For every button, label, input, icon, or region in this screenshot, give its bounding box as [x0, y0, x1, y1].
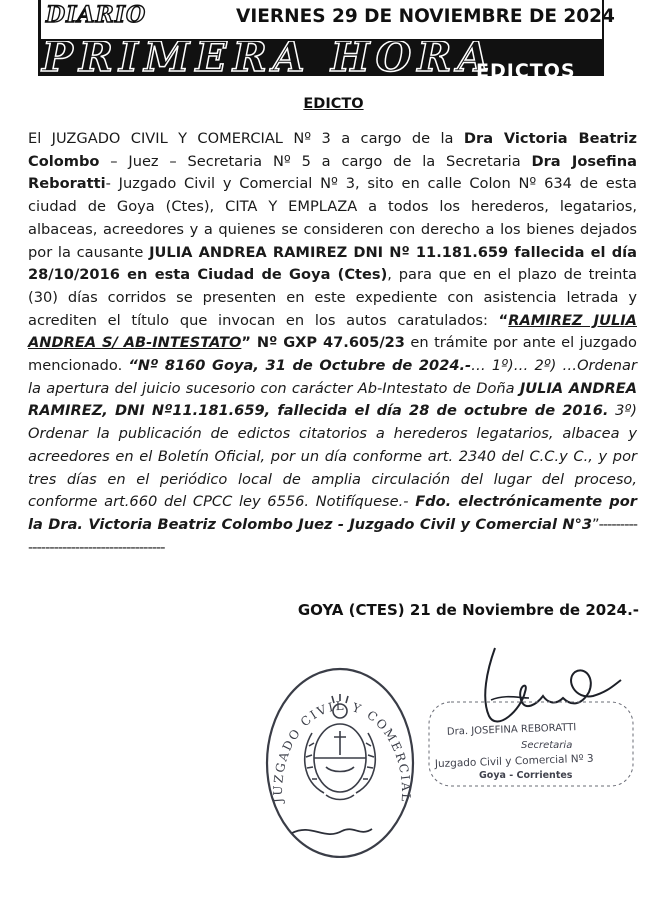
- edict-body: [28, 128, 637, 559]
- stamp-role: Secretaria: [521, 740, 573, 751]
- deceased-details: JULIA ANDREA RAMIREZ DNI Nº 11.181.659 fallecida el día 28/10/2016 en esta Ciudad de Goya (Ctes): [28, 243, 637, 284]
- seal-graphic: [262, 663, 418, 858]
- place-date: GOYA (CTES) 21 de Noviembre de 2024.-: [297, 601, 639, 619]
- brand-primera-hora: PRIMERA HORA: [42, 41, 496, 76]
- brand-diario: DIARIO: [46, 2, 147, 28]
- resolution-header: “Nº 8160 Goya, 31 de Octubre de 2024.-: [128, 357, 472, 375]
- section-label: EDICTOS: [476, 60, 576, 76]
- brand-bar: [38, 41, 604, 76]
- stamp-name: Dra. JOSEFINA REBORATTI: [446, 722, 577, 738]
- case-title: RAMIREZ JULIA ANDREA S/ AB-INTESTATO: [28, 311, 637, 352]
- case-quote-open: “: [498, 311, 509, 329]
- issue-date: VIERNES 29 DE NOVIEMBRE DE 2024: [236, 6, 615, 27]
- court-seal: [262, 663, 418, 858]
- resolution-text: 3º) Ordenar la publicación de edictos citatorios a herederos legatarios, albacea y acreedores en el Boletín Oficial, por un día conforme art. 2340 del C.C.y C., y por tres días en el periódico local de amplia circulación del lugar del proceso, conforme art.660 del CPCC ley 6556. Notifíquese.-: [28, 402, 637, 511]
- signature-graphic: [425, 640, 637, 790]
- stamp-city: Goya - Corrientes: [479, 770, 573, 781]
- handwritten-signature: [485, 648, 621, 722]
- edict-text: , para que en el plazo de treinta (30) días corridos se presenten en este expediente con asistencia letrada y acrediten el título que invocan en los autos caratulados:: [28, 266, 637, 329]
- edict-title: EDICTO: [303, 96, 364, 112]
- case-quote-close: ”: [241, 334, 257, 352]
- edict-text: en trámite por ante el juzgado mencionado.: [28, 334, 637, 375]
- secretary-signature-stamp: [425, 640, 637, 790]
- secretary-name: Dra Josefina Reboratti: [28, 152, 637, 193]
- seal-scrawl: [292, 829, 372, 834]
- masthead: [38, 0, 615, 76]
- edict-text: El JUZGADO CIVIL Y COMERCIAL Nº 3 a cargo de la: [28, 130, 464, 147]
- case-number: Nº GXP 47.605/23: [256, 334, 405, 352]
- edict-text: – Juez – Secretaria Nº 5 a cargo de la Secretaria: [99, 152, 532, 170]
- stamp-court: Juzgado Civil y Comercial Nº 3: [434, 752, 594, 771]
- closing-dashes: ”-----------------------------------------: [28, 515, 637, 556]
- seal-ring-text: JUZGADO CIVIL Y COMERCIAL: [270, 698, 414, 804]
- signature-note: Fdo. electrónicamente por la Dra. Victoria Beatriz Colombo Juez - Juzgado Civil y Comercial N°3: [28, 493, 637, 533]
- resolution-text: … 1º)… 2º) …Ordenar la apertura del juicio sucesorio con carácter Ab-Intestato de Doña: [28, 357, 637, 397]
- edict-text: - Juzgado Civil y Comercial Nº 3, sito en calle Colon Nº 634 de esta ciudad de Goya (Ctes), CITA Y EMPLAZA a todos los herederos, legatarios, albaceas, acreedores y a quienes se consideren con derecho a los bienes dejados por la causante: [28, 175, 637, 261]
- judge-name: Dra Victoria Beatriz Colombo: [28, 130, 638, 170]
- resolution-deceased: JULIA ANDREA RAMIREZ, DNI Nº11.181.659, fallecida el día 28 de octubre de 2016.: [28, 379, 637, 420]
